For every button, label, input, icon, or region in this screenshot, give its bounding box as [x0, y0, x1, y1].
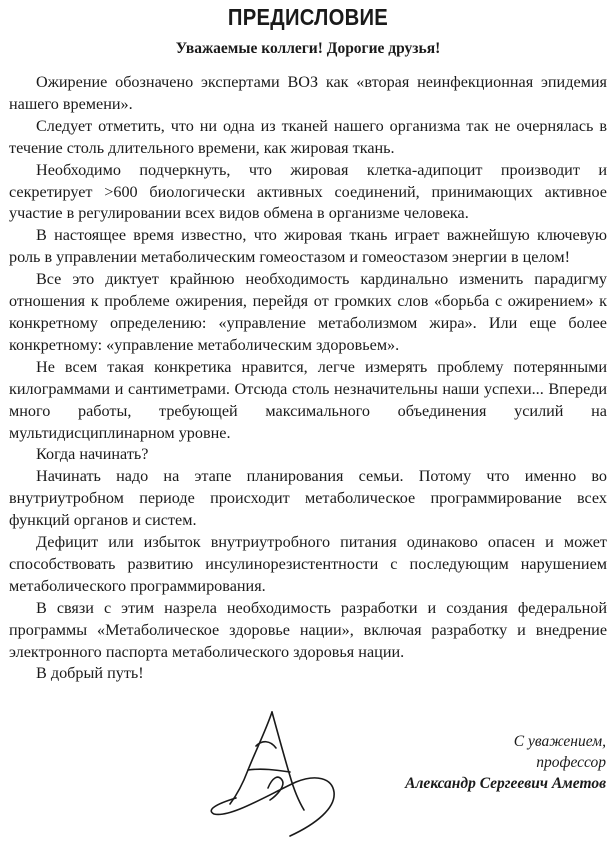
closing-block — [405, 731, 606, 794]
paragraph: Следует отметить, что ни одна из тканей нашего организма так не очернялась в течение столь длительного времени, как жировая ткань. — [9, 116, 607, 157]
paragraph: Все это диктует крайнюю необходимость кардинально изменить парадигму отношения к проблеме ожирения, перейдя от громких слов «борьба с ожирением» к конкретному определению: «управление метаболизмом жира». Или еще более конкретному: «управление метаболическим здоровьем». — [9, 270, 607, 354]
page-title: ПРЕДИСЛОВИЕ — [227, 4, 389, 30]
paragraph: В настоящее время известно, что жировая ткань играет важнейшую ключевую роль в управлении метаболическим гомеостазом и гомеостазом энергии в целом! — [9, 226, 607, 267]
handwritten-signature — [206, 700, 366, 840]
paragraph: Необходимо подчеркнуть, что жировая клетка-адипоцит производит и секретирует >600 биологически активных соединений, принимающих активное участие в регулировании всех видов обмена в организме человека. — [9, 160, 607, 223]
closing-regards: С уважением, — [513, 733, 606, 750]
paragraph: В добрый путь! — [36, 664, 144, 683]
paragraph: Не всем такая конкретика нравится, легче измерять проблему потерянными килограммами и сантиметрами. Отсюда столь незначительны наши успехи... Впереди много работы, требующей максимального объединения усилий на мультидисциплинарном уровне. — [9, 357, 607, 442]
paragraph: В связи с этим назрела необходимость разработки и создания федеральной программы «Метаболическое здоровье нации», включая разработку и внедрение электронного паспорта метаболического здоровья нации. — [9, 598, 607, 661]
preface-body — [9, 72, 607, 685]
paragraph: Дефицит или избыток внутриутробного питания одинаково опасен и может способствовать развитию инсулинорезистентности с последующим нарушением метаболического программирования. — [9, 533, 607, 595]
paragraph: Когда начинать? — [36, 445, 149, 464]
author-name: Александр Сергеевич Аметов — [405, 775, 606, 792]
greeting: Уважаемые коллеги! Дорогие друзья! — [175, 40, 441, 57]
paragraph: Начинать надо на этапе планирования семьи. Потому что именно во внутриутробном периоде происходит метаболическое программирование всех функций органов и систем. — [9, 467, 607, 530]
author-title: профессор — [536, 754, 606, 771]
paragraph: Ожирение обозначено экспертами ВОЗ как «вторая неинфекционная эпидемия нашего времени». — [9, 73, 607, 113]
